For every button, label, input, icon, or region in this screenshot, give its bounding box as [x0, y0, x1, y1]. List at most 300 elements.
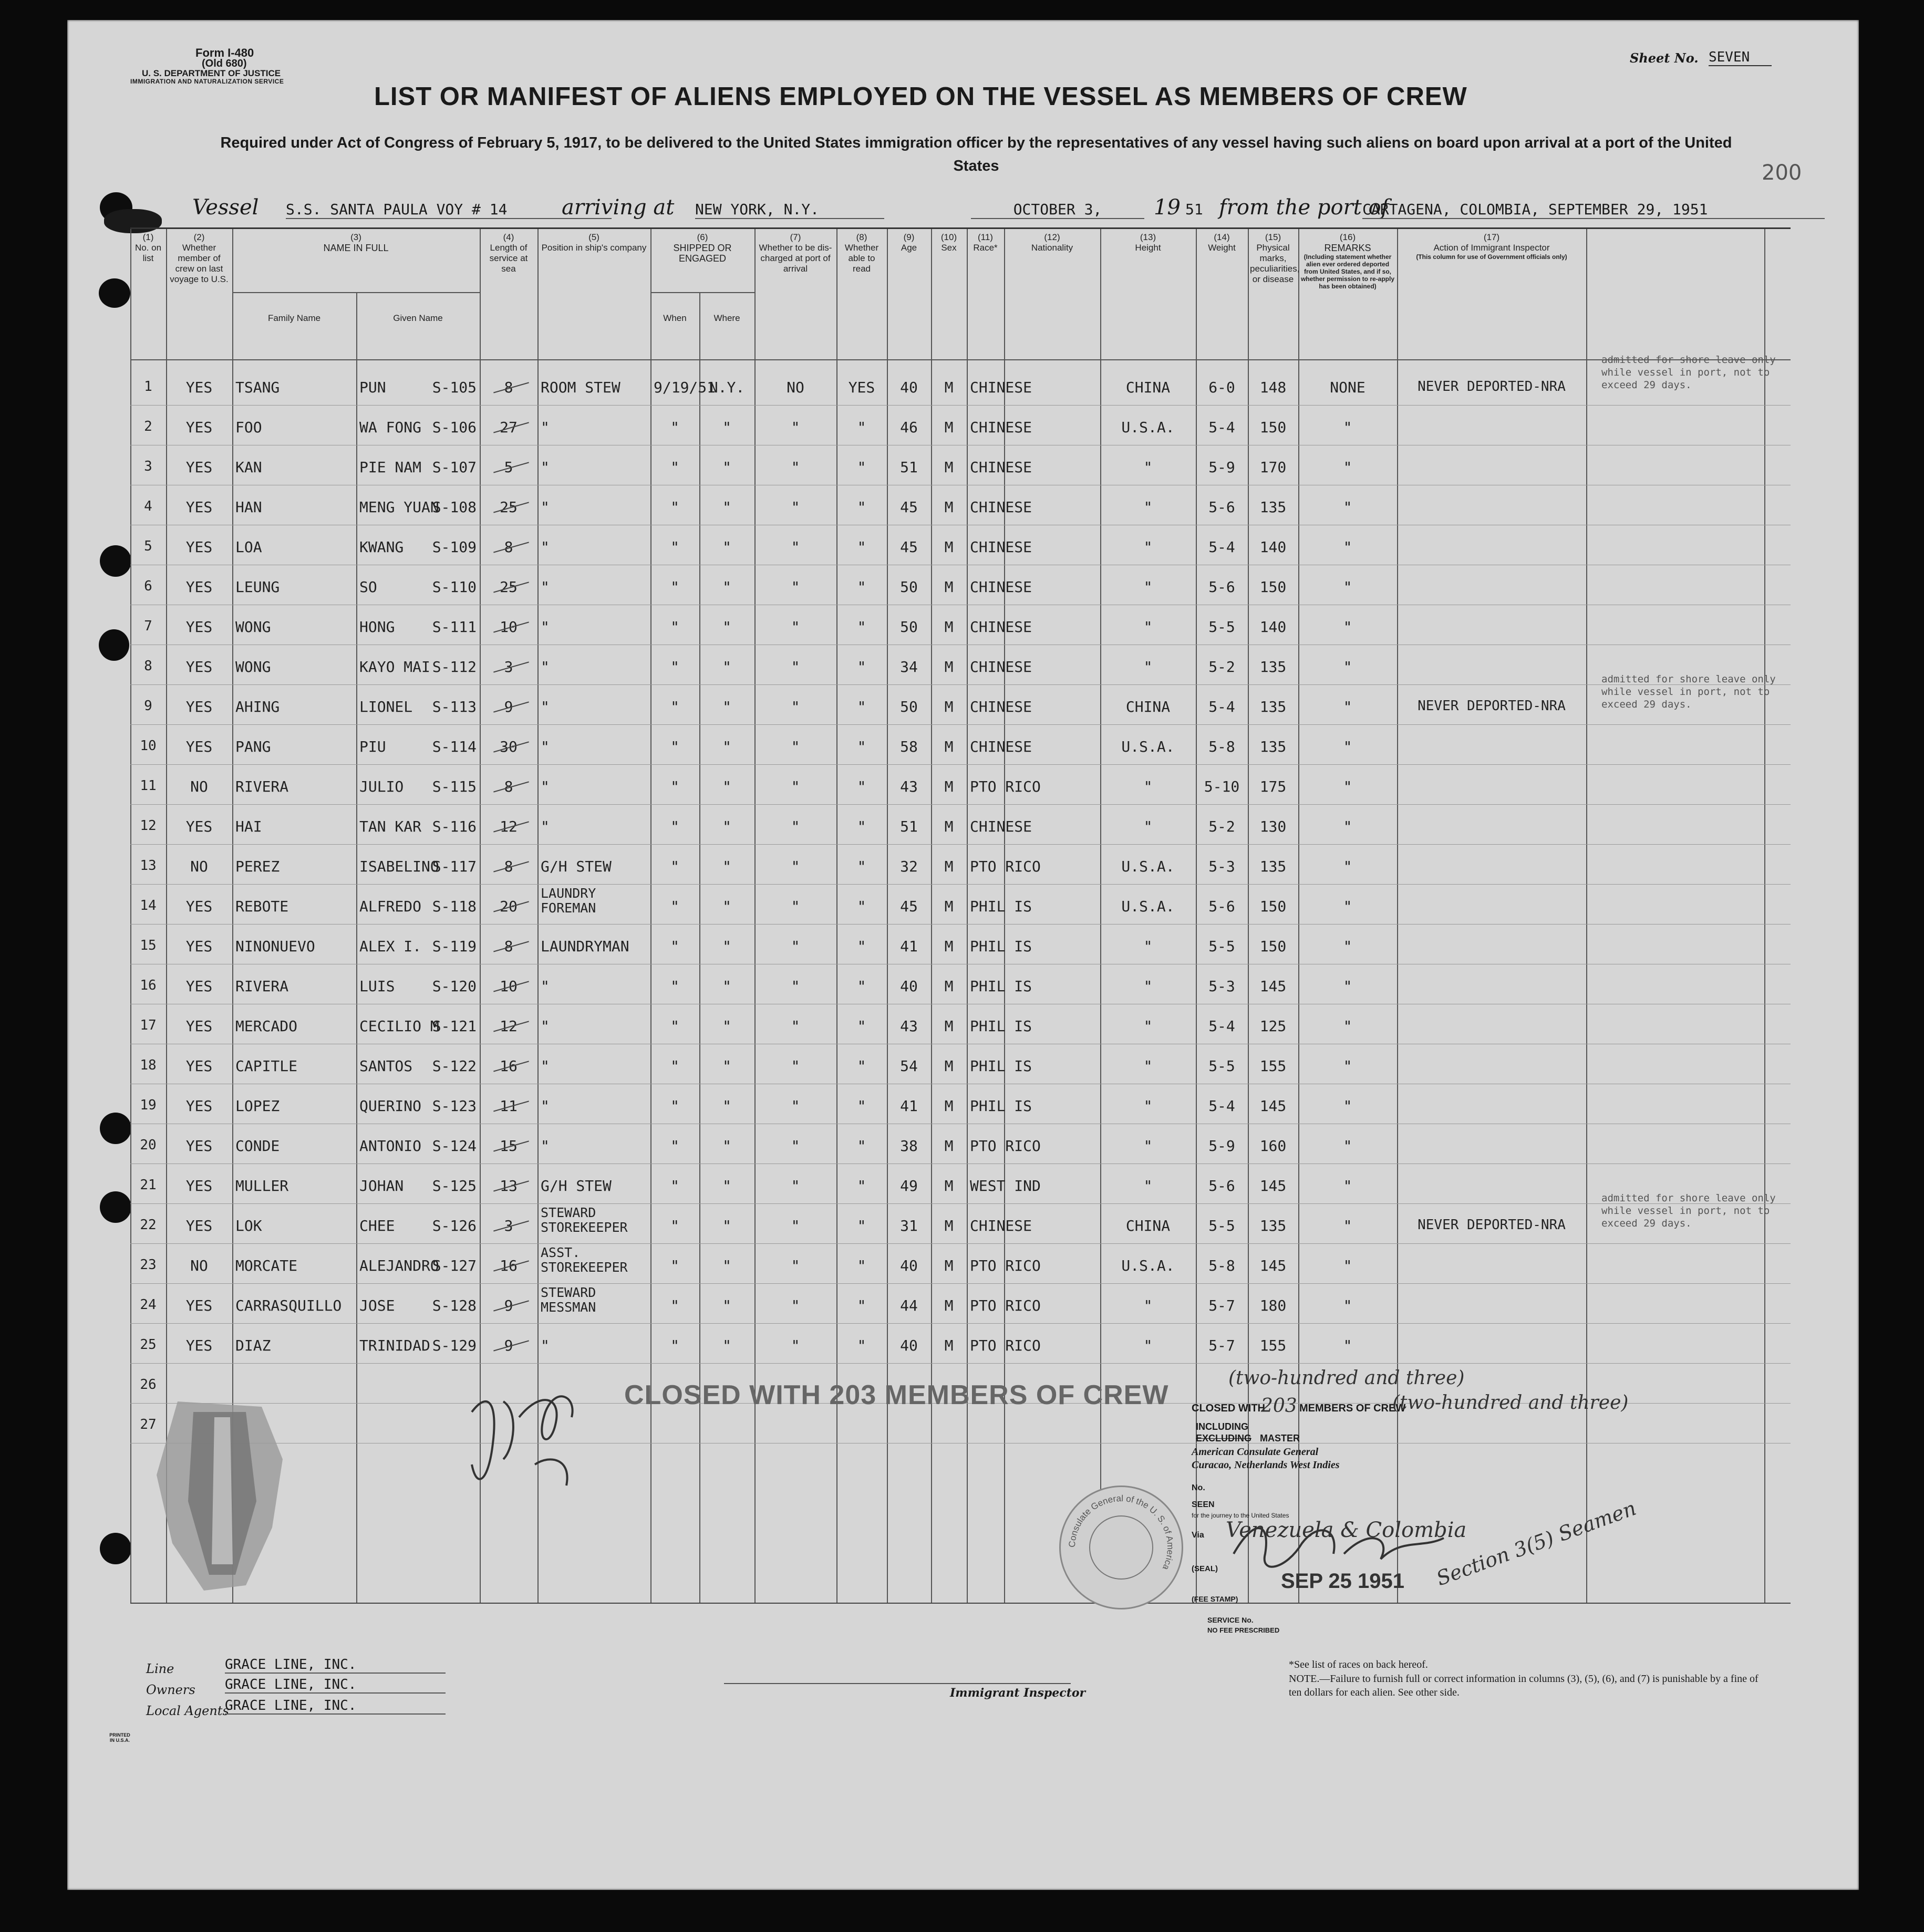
column-header-7 [754, 232, 836, 274]
cell-marks: " [1343, 1217, 1352, 1234]
cell-where: " [722, 1017, 731, 1035]
cell-position: " [541, 738, 550, 755]
seen-label: SEEN [1192, 1500, 1215, 1509]
cell-nat: " [1143, 538, 1153, 556]
cell-sex: M [944, 578, 954, 596]
cell-sex: M [944, 898, 954, 915]
cell-disch: " [791, 1217, 800, 1234]
cell-family: MERCADO [235, 1017, 298, 1035]
cell-given: ANTONIO [359, 1137, 422, 1155]
cell-when: " [670, 1137, 679, 1155]
column-number: (1) [142, 232, 154, 242]
cell-sex: M [944, 778, 954, 795]
cell-given: PUN [359, 379, 386, 396]
cell-sex: M [944, 618, 954, 636]
cell-position: " [541, 1337, 550, 1354]
cell-age: 41 [900, 938, 918, 955]
cell-read: " [857, 1017, 866, 1035]
cell-when: " [670, 698, 679, 715]
owners-label: Owners [146, 1682, 195, 1697]
cell-when: " [670, 818, 679, 835]
cell-race: PHIL IS [970, 1097, 1032, 1115]
cell-crew: YES [185, 618, 213, 636]
cell-position: " [541, 658, 550, 676]
cell-service: 3 [504, 1217, 513, 1234]
cell-marks: " [1343, 938, 1352, 955]
cell-where: " [722, 1257, 731, 1274]
cell-when: " [670, 658, 679, 676]
cell-family: LOPEZ [235, 1097, 280, 1115]
binder-hole [99, 278, 130, 308]
cell-marks: " [1343, 419, 1352, 436]
arriving-label: arriving at [562, 195, 675, 220]
page-subtitle: Required under Act of Congress of February 5, 1917, to be delivered to the United States immigration officer by the representatives of any vessel having such aliens on board upon arrival at a port of the United States [220, 134, 1732, 174]
cell-crew: YES [185, 578, 213, 596]
cell-disch: " [791, 1097, 800, 1115]
table-row [130, 408, 1791, 447]
cell-race: CHINESE [970, 618, 1032, 636]
cell-no: 17 [140, 1017, 157, 1033]
via-value: Venezuela & Colombia [1226, 1518, 1467, 1542]
cell-service: 5 [504, 459, 513, 476]
cell-given: MENG YUAN [359, 498, 439, 516]
cell-position: " [541, 778, 550, 795]
cell-age: 40 [900, 978, 918, 995]
cell-id: S-127 [432, 1257, 477, 1274]
table-row [130, 608, 1791, 647]
cell-given: CECILIO M [359, 1017, 439, 1035]
cell-marks: " [1343, 578, 1352, 596]
cell-read: " [857, 898, 866, 915]
cell-crew: YES [185, 1177, 213, 1194]
column-number: (3) [350, 232, 361, 242]
column-header-8 [836, 232, 887, 274]
cell-weight: 180 [1259, 1297, 1287, 1314]
cell-disch: " [791, 459, 800, 476]
cell-service: 30 [500, 738, 518, 755]
cell-nat: CHINA [1125, 698, 1171, 715]
cell-read: " [857, 1217, 866, 1234]
cell-given: HONG [359, 618, 395, 636]
cell-height: 5-10 [1204, 778, 1240, 795]
cell-where: " [722, 578, 731, 596]
form-number: Form I-480 [195, 46, 254, 59]
cell-sex: M [944, 419, 954, 436]
cell-crew: YES [185, 1097, 213, 1115]
cell-disch: " [791, 578, 800, 596]
cell-remarks: NEVER DEPORTED-NRA [1418, 1217, 1566, 1233]
cell-no: 9 [144, 698, 152, 714]
cell-weight: 175 [1259, 778, 1287, 795]
cell-read: " [857, 978, 866, 995]
cell-when: " [670, 1097, 679, 1115]
cell-where: " [722, 1177, 731, 1194]
cell-position: " [541, 698, 550, 715]
cell-height: 5-7 [1208, 1337, 1235, 1354]
table-row [130, 1192, 1791, 1245]
cell-family: CAPITLE [235, 1057, 298, 1075]
cell-height: 5-3 [1208, 978, 1235, 995]
cell-crew: YES [185, 498, 213, 516]
cell-when: " [670, 938, 679, 955]
cell-service: 25 [500, 498, 518, 516]
cell-sex: M [944, 818, 954, 835]
cell-where: " [722, 938, 731, 955]
cell-height: 5-4 [1208, 538, 1235, 556]
cell-race: PHIL IS [970, 1017, 1032, 1035]
cell-read: " [857, 698, 866, 715]
cell-read: " [857, 419, 866, 436]
consulate-label: American Consulate General [1192, 1446, 1319, 1458]
cell-weight: 135 [1259, 858, 1287, 875]
cell-crew: NO [190, 1257, 208, 1274]
cell-height: 5-9 [1208, 1137, 1235, 1155]
column-header-13 [1100, 232, 1196, 253]
cell-family: PEREZ [235, 858, 280, 875]
table-row [130, 488, 1791, 527]
cell-position: ROOM STEW [541, 379, 620, 396]
cell-race: CHINESE [970, 498, 1032, 516]
cell-weight: 160 [1259, 1137, 1287, 1155]
excluding-label: EXCLUDING [1196, 1433, 1252, 1443]
cell-position: STEWARD STOREKEEPER [541, 1205, 628, 1235]
cell-weight: 150 [1259, 419, 1287, 436]
cell-when: " [670, 778, 679, 795]
cell-where: " [722, 1337, 731, 1354]
handwritten-count: (two-hundred and three) [1392, 1392, 1629, 1414]
cell-marks: " [1343, 698, 1352, 715]
cell-disch: " [791, 1337, 800, 1354]
cell-height: 5-9 [1208, 459, 1235, 476]
cell-service: 3 [504, 658, 513, 676]
cell-no: 23 [140, 1257, 157, 1273]
cell-height: 5-6 [1208, 498, 1235, 516]
cell-no: 10 [140, 738, 157, 754]
cell-id: S-121 [432, 1017, 477, 1035]
column-number: (4) [503, 232, 514, 242]
cell-position: G/H STEW [541, 1177, 612, 1194]
cell-sex: M [944, 658, 954, 676]
cell-marks: " [1343, 1337, 1352, 1354]
cell-family: CARRASQUILLO [235, 1297, 342, 1314]
column-header-2 [166, 232, 232, 285]
cell-read: " [857, 578, 866, 596]
cell-sex: M [944, 1057, 954, 1075]
cell-service: 16 [500, 1057, 518, 1075]
cell-read: " [857, 1177, 866, 1194]
column-header-3 [232, 232, 480, 253]
cell-no: 14 [140, 898, 157, 913]
column-header-1 [130, 232, 166, 264]
cell-marks: " [1343, 459, 1352, 476]
printer-mark: PRINTED IN U.S.A. [109, 1732, 130, 1743]
cell-no: 3 [144, 459, 152, 474]
cell-marks: " [1343, 498, 1352, 516]
cell-read: " [857, 1137, 866, 1155]
cell-marks: " [1343, 978, 1352, 995]
cell-position: " [541, 618, 550, 636]
cell-crew: YES [185, 978, 213, 995]
cell-sex: M [944, 698, 954, 715]
cell-inspector-note: admitted for shore leave only while vessel in port, not to exceed 29 days. [1601, 354, 1776, 391]
cell-height: 5-5 [1208, 1217, 1235, 1234]
cell-marks: " [1343, 898, 1352, 915]
cell-sex: M [944, 1137, 954, 1155]
ribbon-seal [146, 1396, 304, 1596]
cell-weight: 145 [1259, 1177, 1287, 1194]
inspector-label: Immigrant Inspector [950, 1686, 1086, 1700]
row-rule [130, 924, 1791, 925]
table-row [130, 1167, 1791, 1206]
cell-no: 16 [140, 978, 157, 993]
cell-weight: 125 [1259, 1017, 1287, 1035]
cell-nat: " [1143, 658, 1153, 676]
cell-age: 54 [900, 1057, 918, 1075]
row-rule [130, 1243, 1791, 1244]
svg-text:Consulate General of the U. S.: Consulate General of the U. S. of America [1067, 1493, 1176, 1572]
cell-id: S-115 [432, 778, 477, 795]
cell-no: 20 [140, 1137, 157, 1153]
column-number: (13) [1140, 232, 1156, 242]
cell-sex: M [944, 738, 954, 755]
cell-marks: " [1343, 1097, 1352, 1115]
row-rule [130, 1283, 1791, 1284]
cell-read: " [857, 1257, 866, 1274]
cell-disch: " [791, 1177, 800, 1194]
cell-remarks: NEVER DEPORTED-NRA [1418, 379, 1566, 394]
cell-nat: U.S.A. [1121, 858, 1175, 875]
table-row [130, 1286, 1791, 1325]
cell-nat: U.S.A. [1121, 898, 1175, 915]
cell-marks: " [1343, 738, 1352, 755]
cell-crew: YES [185, 1217, 213, 1234]
year-suffix: 51 [1185, 201, 1203, 218]
cell-age: 34 [900, 658, 918, 676]
cell-sex: M [944, 978, 954, 995]
cell-when: " [670, 978, 679, 995]
cell-age: 41 [900, 1097, 918, 1115]
table-row [130, 847, 1791, 886]
cell-nat: " [1143, 618, 1153, 636]
cell-race: CHINESE [970, 578, 1032, 596]
cell-weight: 150 [1259, 898, 1287, 915]
cell-where: " [722, 658, 731, 676]
column-header-10 [931, 232, 967, 253]
cell-disch: " [791, 898, 800, 915]
cell-service: 15 [500, 1137, 518, 1155]
cell-sex: M [944, 1177, 954, 1194]
cell-age: 43 [900, 1017, 918, 1035]
cell-position: " [541, 498, 550, 516]
cell-age: 46 [900, 419, 918, 436]
inspector-signature [456, 1380, 624, 1501]
cell-id: S-117 [432, 858, 477, 875]
cell-id: S-128 [432, 1297, 477, 1314]
column-label: Physical marks, peculiarities, or disease [1250, 243, 1300, 284]
cell-position: " [541, 538, 550, 556]
no-label: No. [1192, 1483, 1205, 1492]
seal-label: (SEAL) [1192, 1564, 1218, 1573]
cell-race: CHINESE [970, 818, 1032, 835]
cell-family: HAI [235, 818, 262, 835]
cell-age: 50 [900, 578, 918, 596]
cell-given: SANTOS [359, 1057, 413, 1075]
row-rule [130, 764, 1791, 765]
cell-nat: U.S.A. [1121, 738, 1175, 755]
cell-weight: 170 [1259, 459, 1287, 476]
cell-height: 5-8 [1208, 738, 1235, 755]
cell-crew: YES [185, 1057, 213, 1075]
cell-where: " [722, 459, 731, 476]
cell-nat: " [1143, 778, 1153, 795]
cell-where: " [722, 1217, 731, 1234]
cell-where: " [722, 1097, 731, 1115]
cell-race: PHIL IS [970, 1057, 1032, 1075]
cell-crew: YES [185, 538, 213, 556]
cell-when: " [670, 578, 679, 596]
cell-nat: " [1143, 578, 1153, 596]
date-stamp: SEP 25 1951 [1281, 1570, 1405, 1593]
cell-family: LOK [235, 1217, 262, 1234]
row-rule [130, 1203, 1791, 1204]
cell-sex: M [944, 379, 954, 396]
cell-sex: M [944, 1337, 954, 1354]
table-row [130, 1007, 1791, 1046]
cell-height: 5-2 [1208, 658, 1235, 676]
cell-nat: " [1143, 1177, 1153, 1194]
column-label: Whether able to read [844, 243, 879, 274]
cell-race: PHIL IS [970, 938, 1032, 955]
cell-marks: " [1343, 658, 1352, 676]
column-header-4 [480, 232, 537, 274]
cell-position: ASST. STOREKEEPER [541, 1245, 628, 1275]
cell-height: 5-5 [1208, 1057, 1235, 1075]
cell-given: JOHAN [359, 1177, 404, 1194]
cell-disch: " [791, 978, 800, 995]
table-row [130, 1326, 1791, 1365]
cell-crew: YES [185, 379, 213, 396]
column-header-17 [1397, 232, 1586, 261]
cell-nat: " [1143, 1337, 1153, 1354]
column-number: (15) [1265, 232, 1281, 242]
cell-disch: " [791, 938, 800, 955]
cell-crew: YES [185, 938, 213, 955]
cell-crew: YES [185, 698, 213, 715]
cell-weight: 140 [1259, 618, 1287, 636]
cell-position: " [541, 978, 550, 995]
cell-nat: U.S.A. [1121, 1257, 1175, 1274]
cell-given: PIE NAM [359, 459, 422, 476]
cell-given: ISABELINO [359, 858, 439, 875]
column-group-rule [650, 292, 754, 293]
cell-race: CHINESE [970, 658, 1032, 676]
consulate-seal [1059, 1486, 1183, 1609]
closed-count: 203 [1261, 1395, 1297, 1417]
cell-position: LAUNDRY FOREMAN [541, 886, 596, 916]
cell-no: 22 [140, 1217, 157, 1233]
cell-no: 6 [144, 578, 152, 594]
cell-id: S-129 [432, 1337, 477, 1354]
cell-nat: " [1143, 1137, 1153, 1155]
cell-remarks: NEVER DEPORTED-NRA [1418, 698, 1566, 714]
column-label: REMARKS [1324, 243, 1371, 253]
column-label: Sex [941, 243, 957, 253]
cell-read: " [857, 818, 866, 835]
cell-when: " [670, 419, 679, 436]
cell-disch: " [791, 858, 800, 875]
cell-crew: YES [185, 419, 213, 436]
cell-height: 5-5 [1208, 618, 1235, 636]
cell-disch: " [791, 658, 800, 676]
service-label: IMMIGRATION AND NATURALIZATION SERVICE [130, 78, 284, 85]
row-rule [130, 405, 1791, 406]
arrival-port: NEW YORK, N.Y. [695, 201, 884, 219]
cell-family: LEUNG [235, 578, 280, 596]
cell-disch: " [791, 1137, 800, 1155]
cell-age: 45 [900, 898, 918, 915]
cell-age: 50 [900, 618, 918, 636]
cell-height: 5-3 [1208, 858, 1235, 875]
binder-hole [100, 1113, 131, 1144]
cell-crew: NO [190, 858, 208, 875]
cell-service: 10 [500, 618, 518, 636]
cell-race: CHINESE [970, 459, 1032, 476]
column-number: (10) [940, 232, 957, 242]
cell-service: 8 [504, 858, 513, 875]
service-number-label: SERVICE No. [1207, 1616, 1254, 1624]
cell-service: 27 [500, 419, 518, 436]
cell-read: " [857, 459, 866, 476]
cell-id: S-126 [432, 1217, 477, 1234]
cell-position: " [541, 818, 550, 835]
cell-nat: U.S.A. [1121, 419, 1175, 436]
cell-height: 5-6 [1208, 898, 1235, 915]
cell-family: RIVERA [235, 978, 289, 995]
cell-position: STEWARD MESSMAN [541, 1285, 596, 1315]
column-number: (11) [978, 232, 993, 242]
cell-race: CHINESE [970, 698, 1032, 715]
cell-weight: 145 [1259, 978, 1287, 995]
fee-stamp-label: (FEE STAMP) [1192, 1595, 1238, 1603]
cell-id: S-122 [432, 1057, 477, 1075]
sheet-label: Sheet No. [1630, 50, 1699, 66]
cell-when: " [670, 1257, 679, 1274]
cell-weight: 150 [1259, 938, 1287, 955]
cell-race: CHINESE [970, 419, 1032, 436]
column-label: Race* [973, 243, 998, 253]
cell-id: S-120 [432, 978, 477, 995]
table-row [130, 1127, 1791, 1166]
cell-no: 11 [140, 778, 157, 794]
cell-no: 15 [140, 938, 157, 953]
cell-family: NINONUEVO [235, 938, 315, 955]
cell-service: 10 [500, 978, 518, 995]
table-row [130, 568, 1791, 607]
departure-port: CARTAGENA, COLOMBIA, SEPTEMBER 29, 1951 [1362, 201, 1825, 219]
cell-race: PHIL IS [970, 978, 1032, 995]
cell-when: " [670, 1297, 679, 1314]
cell-weight: 148 [1259, 379, 1287, 396]
cell-no: 5 [144, 538, 152, 554]
cell-weight: 155 [1259, 1057, 1287, 1075]
cell-read: " [857, 858, 866, 875]
cell-id: S-112 [432, 658, 477, 676]
cell-disch: " [791, 698, 800, 715]
department-label: U. S. DEPARTMENT OF JUSTICE [142, 68, 281, 78]
cell-race: WEST IND [970, 1177, 1041, 1194]
cell-when: " [670, 738, 679, 755]
column-label: Action of Immigrant Inspector [1433, 243, 1550, 253]
